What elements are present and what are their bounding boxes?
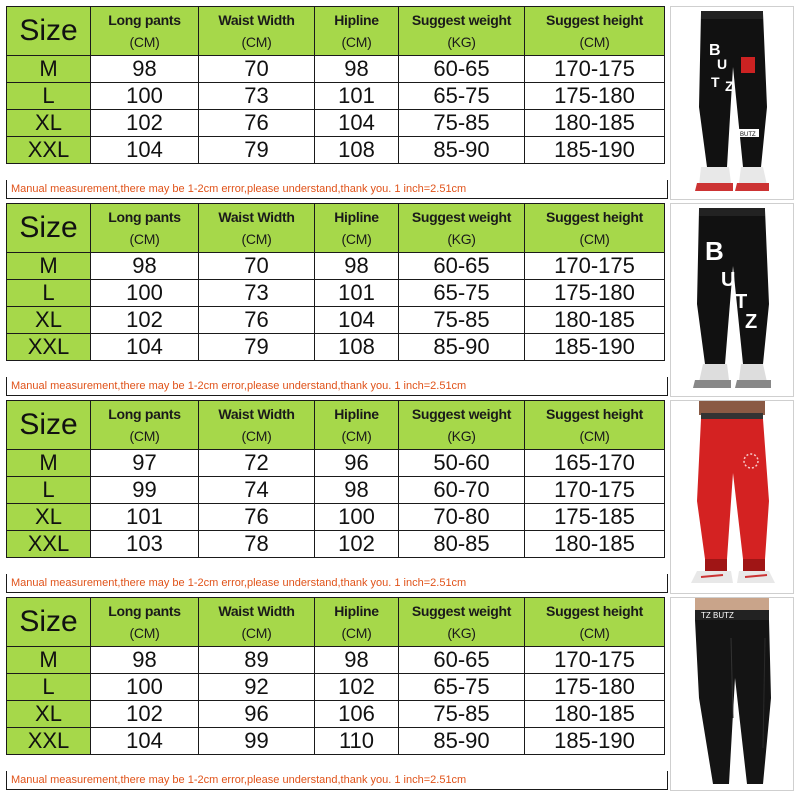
suggest-height-header: Suggest height (CM)	[525, 7, 665, 56]
header-row	[7, 598, 665, 647]
hipline-header: Hipline (CM)	[315, 7, 399, 56]
weight-cell: 70-80	[399, 504, 525, 531]
height-cell: 165-170	[525, 450, 665, 477]
waist-cell: 72	[199, 450, 315, 477]
size-cell: XL	[7, 701, 91, 728]
pants-illustration	[671, 204, 793, 396]
suggest-weight-header: Suggest weight (KG)	[399, 598, 525, 647]
weight-cell: 75-85	[399, 110, 525, 137]
long-pants-cell: 104	[91, 728, 199, 755]
table-row	[7, 647, 665, 674]
hipline-cell: 101	[315, 280, 399, 307]
hipline-cell: 106	[315, 701, 399, 728]
weight-cell: 50-60	[399, 450, 525, 477]
header-row	[7, 401, 665, 450]
hipline-cell: 104	[315, 307, 399, 334]
measurement-note: Manual measurement,there may be 1-2cm error,please understand,thank you. 1 inch=2.51cm	[6, 771, 668, 790]
hipline-cell: 108	[315, 137, 399, 164]
pants-illustration	[671, 598, 793, 790]
long-pants-cell: 98	[91, 56, 199, 83]
size-cell: L	[7, 280, 91, 307]
size-cell: L	[7, 83, 91, 110]
hipline-cell: 108	[315, 334, 399, 361]
waist-cell: 89	[199, 647, 315, 674]
measurement-note: Manual measurement,there may be 1-2cm error,please understand,thank you. 1 inch=2.51cm	[6, 574, 668, 593]
waist-cell: 96	[199, 701, 315, 728]
suggest-weight-header: Suggest weight (KG)	[399, 7, 525, 56]
hipline-cell: 100	[315, 504, 399, 531]
long-pants-cell: 100	[91, 83, 199, 110]
weight-cell: 65-75	[399, 674, 525, 701]
size-cell: XXL	[7, 531, 91, 558]
hipline-header: Hipline (CM)	[315, 401, 399, 450]
waist-cell: 92	[199, 674, 315, 701]
table-row	[7, 110, 665, 137]
height-cell: 170-175	[525, 56, 665, 83]
size-header: Size	[7, 598, 91, 647]
size-cell: XL	[7, 110, 91, 137]
weight-cell: 60-65	[399, 647, 525, 674]
long-pants-cell: 99	[91, 477, 199, 504]
image-letter-b: B	[705, 236, 724, 266]
table-row	[7, 137, 665, 164]
size-cell: M	[7, 253, 91, 280]
table-row	[7, 307, 665, 334]
height-cell: 185-190	[525, 137, 665, 164]
size-cell: XXL	[7, 137, 91, 164]
size-cell: L	[7, 674, 91, 701]
long-pants-header: Long pants (CM)	[91, 598, 199, 647]
weight-cell: 85-90	[399, 728, 525, 755]
image-letter-z: Z	[725, 78, 734, 94]
weight-cell: 60-65	[399, 56, 525, 83]
height-cell: 180-185	[525, 531, 665, 558]
table-row	[7, 334, 665, 361]
size-table	[6, 203, 665, 361]
size-header: Size	[7, 204, 91, 253]
size-chart-4	[6, 597, 794, 791]
waist-cell: 70	[199, 253, 315, 280]
red-logo-patch	[741, 57, 755, 73]
product-photo-red-joggers	[670, 400, 794, 594]
hipline-header: Hipline (CM)	[315, 598, 399, 647]
height-cell: 170-175	[525, 253, 665, 280]
table-row	[7, 728, 665, 755]
waist-width-header: Waist Width (CM)	[199, 204, 315, 253]
hipline-cell: 98	[315, 477, 399, 504]
size-cell: XL	[7, 307, 91, 334]
long-pants-cell: 100	[91, 674, 199, 701]
size-cell: L	[7, 477, 91, 504]
long-pants-cell: 103	[91, 531, 199, 558]
weight-cell: 60-65	[399, 253, 525, 280]
height-cell: 175-185	[525, 504, 665, 531]
table-row	[7, 477, 665, 504]
long-pants-cell: 97	[91, 450, 199, 477]
waist-width-header: Waist Width (CM)	[199, 7, 315, 56]
size-table	[6, 400, 665, 558]
waist-width-header: Waist Width (CM)	[199, 401, 315, 450]
size-chart-1	[6, 6, 794, 200]
size-table	[6, 597, 665, 755]
waist-cell: 79	[199, 137, 315, 164]
long-pants-cell: 98	[91, 253, 199, 280]
size-cell: M	[7, 647, 91, 674]
waist-cell: 99	[199, 728, 315, 755]
size-cell: M	[7, 56, 91, 83]
header-row	[7, 204, 665, 253]
long-pants-cell: 102	[91, 307, 199, 334]
size-cell: XL	[7, 504, 91, 531]
height-cell: 175-180	[525, 83, 665, 110]
hipline-header: Hipline (CM)	[315, 204, 399, 253]
weight-cell: 85-90	[399, 137, 525, 164]
weight-cell: 65-75	[399, 83, 525, 110]
height-cell: 185-190	[525, 728, 665, 755]
image-letter-t: T	[735, 291, 748, 313]
height-cell: 185-190	[525, 334, 665, 361]
pants-illustration	[671, 401, 793, 593]
image-waistband-text: TZ BUTZ	[701, 611, 734, 620]
image-letter-t: T	[711, 74, 720, 90]
hipline-cell: 101	[315, 83, 399, 110]
long-pants-header: Long pants (CM)	[91, 7, 199, 56]
hipline-cell: 102	[315, 674, 399, 701]
waist-cell: 74	[199, 477, 315, 504]
long-pants-cell: 100	[91, 280, 199, 307]
hipline-cell: 98	[315, 253, 399, 280]
height-cell: 170-175	[525, 477, 665, 504]
height-cell: 175-180	[525, 280, 665, 307]
long-pants-header: Long pants (CM)	[91, 204, 199, 253]
waist-cell: 78	[199, 531, 315, 558]
image-letter-u: U	[717, 56, 728, 72]
measurement-note: Manual measurement,there may be 1-2cm error,please understand,thank you. 1 inch=2.51cm	[6, 377, 668, 396]
measurement-note: Manual measurement,there may be 1-2cm error,please understand,thank you. 1 inch=2.51cm	[6, 180, 668, 199]
table-row	[7, 701, 665, 728]
suggest-weight-header: Suggest weight (KG)	[399, 204, 525, 253]
suggest-weight-header: Suggest weight (KG)	[399, 401, 525, 450]
pants-illustration	[671, 7, 793, 199]
weight-cell: 75-85	[399, 307, 525, 334]
height-cell: 170-175	[525, 647, 665, 674]
size-cell: XXL	[7, 728, 91, 755]
height-cell: 180-185	[525, 701, 665, 728]
size-cell: M	[7, 450, 91, 477]
size-header: Size	[7, 7, 91, 56]
hipline-cell: 98	[315, 56, 399, 83]
long-pants-cell: 104	[91, 137, 199, 164]
weight-cell: 85-90	[399, 334, 525, 361]
height-cell: 175-180	[525, 674, 665, 701]
header-row	[7, 7, 665, 56]
waist-cell: 76	[199, 307, 315, 334]
long-pants-cell: 102	[91, 110, 199, 137]
suggest-height-header: Suggest height (CM)	[525, 204, 665, 253]
waist-cell: 70	[199, 56, 315, 83]
table-row	[7, 531, 665, 558]
height-cell: 180-185	[525, 307, 665, 334]
product-photo-black-joggers	[670, 6, 794, 200]
waist-cell: 73	[199, 280, 315, 307]
table-row	[7, 83, 665, 110]
table-row	[7, 280, 665, 307]
waist-cell: 79	[199, 334, 315, 361]
image-letter-u: U	[721, 269, 736, 291]
image-logo-text: BUTZ	[740, 132, 756, 138]
image-letter-z: Z	[745, 311, 758, 333]
image-letter-b: B	[709, 42, 721, 59]
hipline-cell: 102	[315, 531, 399, 558]
suggest-height-header: Suggest height (CM)	[525, 401, 665, 450]
table-row	[7, 56, 665, 83]
table-row	[7, 253, 665, 280]
hipline-cell: 98	[315, 647, 399, 674]
size-chart-2	[6, 203, 794, 397]
long-pants-cell: 98	[91, 647, 199, 674]
weight-cell: 65-75	[399, 280, 525, 307]
hipline-cell: 96	[315, 450, 399, 477]
waist-cell: 76	[199, 504, 315, 531]
product-photo-black-joggers-large-print	[670, 203, 794, 397]
waist-cell: 73	[199, 83, 315, 110]
long-pants-cell: 101	[91, 504, 199, 531]
waist-width-header: Waist Width (CM)	[199, 598, 315, 647]
waist-cell: 76	[199, 110, 315, 137]
table-row	[7, 450, 665, 477]
size-chart-3	[6, 400, 794, 594]
long-pants-cell: 102	[91, 701, 199, 728]
table-row	[7, 674, 665, 701]
product-photo-black-skinny-pants	[670, 597, 794, 791]
weight-cell: 60-70	[399, 477, 525, 504]
size-table	[6, 6, 665, 164]
hipline-cell: 110	[315, 728, 399, 755]
long-pants-header: Long pants (CM)	[91, 401, 199, 450]
long-pants-cell: 104	[91, 334, 199, 361]
size-header: Size	[7, 401, 91, 450]
size-cell: XXL	[7, 334, 91, 361]
weight-cell: 75-85	[399, 701, 525, 728]
suggest-height-header: Suggest height (CM)	[525, 598, 665, 647]
height-cell: 180-185	[525, 110, 665, 137]
table-row	[7, 504, 665, 531]
weight-cell: 80-85	[399, 531, 525, 558]
hipline-cell: 104	[315, 110, 399, 137]
